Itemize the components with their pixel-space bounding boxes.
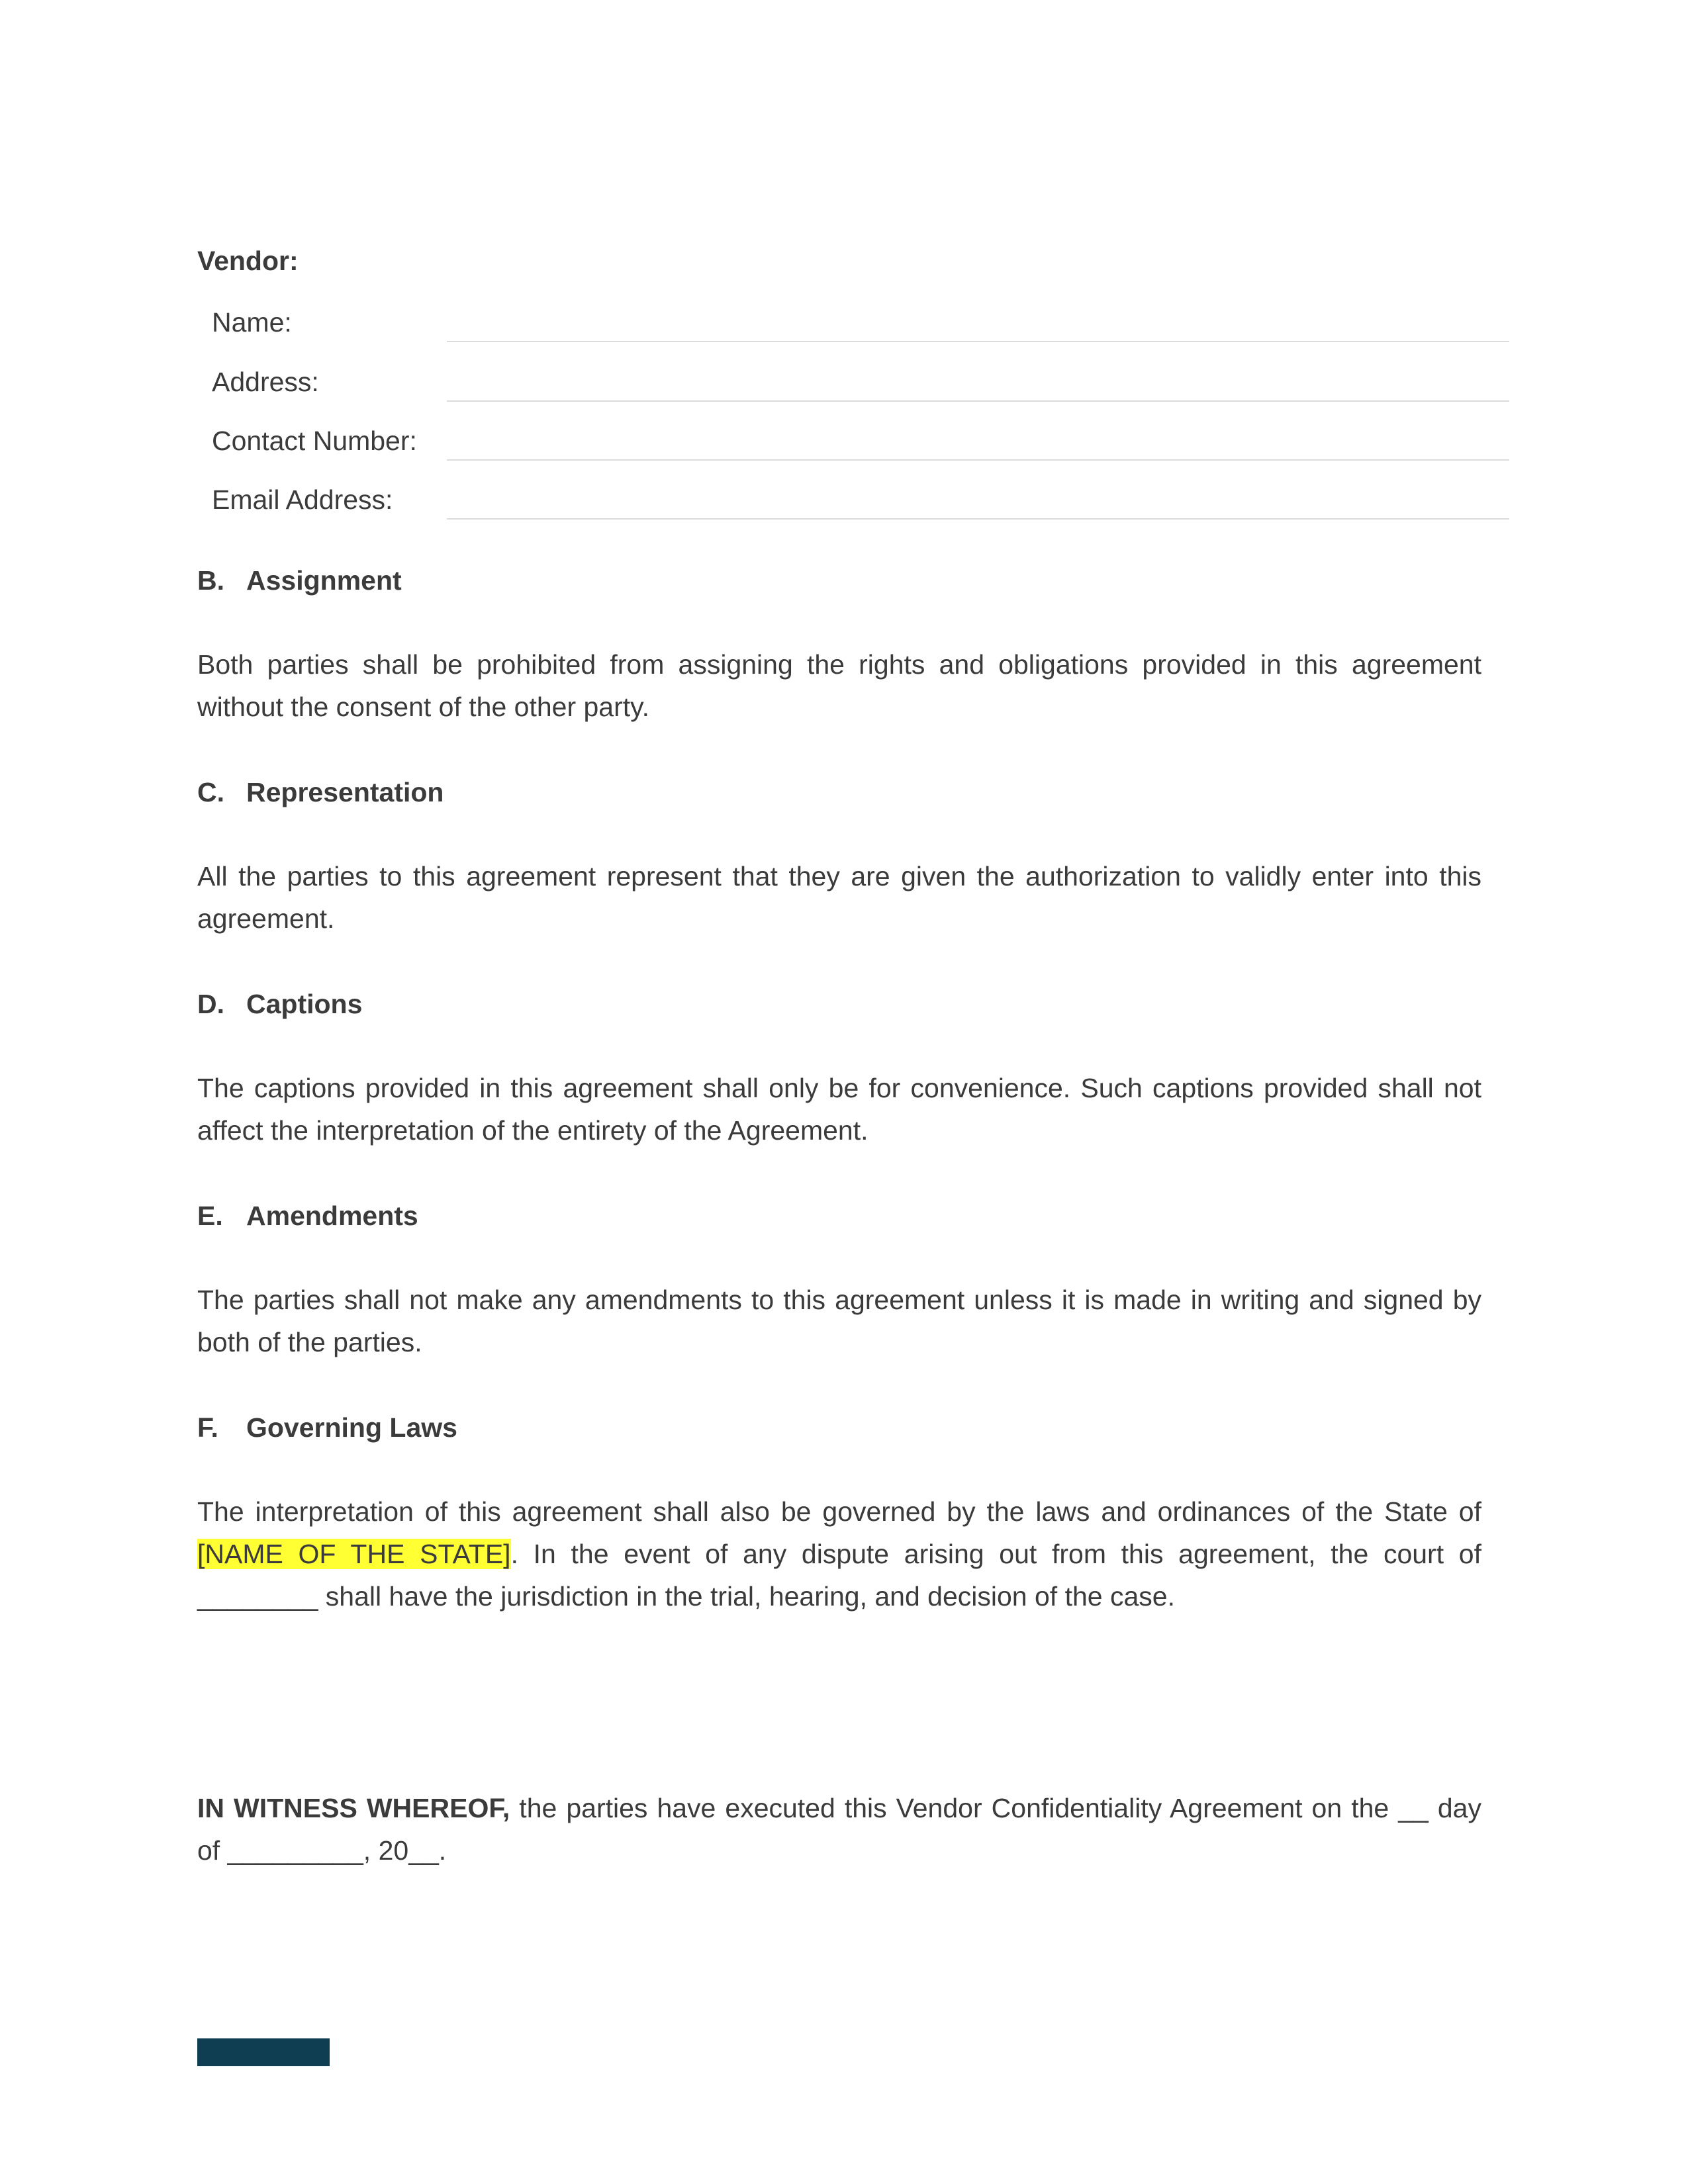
- body-text: The interpretation of this agreement shall also be governed by the laws and ordinances of the State of: [197, 1496, 1481, 1527]
- section-letter: B.: [197, 565, 224, 596]
- section-body-captions: The captions provided in this agreement shall only be for convenience. Such captions provided shall not affect the interpretation of the entirety of the Agreement.: [197, 1073, 1481, 1146]
- section-body-assignment: Both parties shall be prohibited from assigning the rights and obligations provided in this agreement without the consent of the other party.: [197, 649, 1481, 722]
- section-letter: E.: [197, 1201, 223, 1231]
- witness-text: the parties have executed this Vendor Confidentiality Agreement on the __ day of _________, 20__.: [197, 1793, 1481, 1866]
- blank-line: [447, 400, 1509, 402]
- field-label: Contact Number:: [212, 426, 417, 456]
- vendor-name-field: [212, 301, 1509, 343]
- vendor-contact-number-field: [212, 420, 1509, 462]
- field-label: Email Address:: [212, 484, 393, 515]
- vendor-email-field: [212, 478, 1509, 521]
- witness-clause: [197, 1787, 1481, 1872]
- section-title: Representation: [246, 777, 444, 807]
- section-letter: F.: [197, 1412, 218, 1443]
- section-title: Governing Laws: [246, 1412, 457, 1443]
- section-body-amendments: The parties shall not make any amendments to this agreement unless it is made in writing and signed by both of the parties.: [197, 1285, 1481, 1357]
- section-letter: D.: [197, 989, 224, 1019]
- section-title: Amendments: [246, 1201, 418, 1231]
- section-title: Captions: [246, 989, 363, 1019]
- section-body-governing-laws: [197, 1490, 1481, 1617]
- blank-line: [447, 459, 1509, 461]
- state-name-placeholder: [NAME OF THE STATE]: [197, 1539, 511, 1569]
- section-letter: C.: [197, 777, 224, 807]
- blank-line: [447, 341, 1509, 342]
- section-heading-amendments: [197, 1195, 418, 1237]
- field-label: Name:: [212, 307, 292, 338]
- vendor-address-field: [212, 361, 1509, 403]
- vendor-heading: Vendor:: [197, 246, 299, 276]
- witness-bold-lead: IN WITNESS WHEREOF,: [197, 1793, 510, 1823]
- blank-line: [447, 518, 1509, 520]
- section-heading-assignment: [197, 559, 402, 602]
- section-heading-captions: [197, 983, 362, 1025]
- field-label: Address:: [212, 367, 319, 397]
- body-text: . In the event of any dispute arising out from this agreement, the court of ________ shall have the jurisdiction in the trial, hearing, and decision of the case.: [197, 1539, 1481, 1612]
- footer-accent-bar: [197, 2038, 330, 2066]
- section-heading-governing-laws: [197, 1406, 457, 1449]
- section-title: Assignment: [246, 565, 402, 596]
- section-heading-representation: [197, 771, 444, 813]
- section-body-representation: All the parties to this agreement represent that they are given the authorization to validly enter into this agreement.: [197, 861, 1481, 934]
